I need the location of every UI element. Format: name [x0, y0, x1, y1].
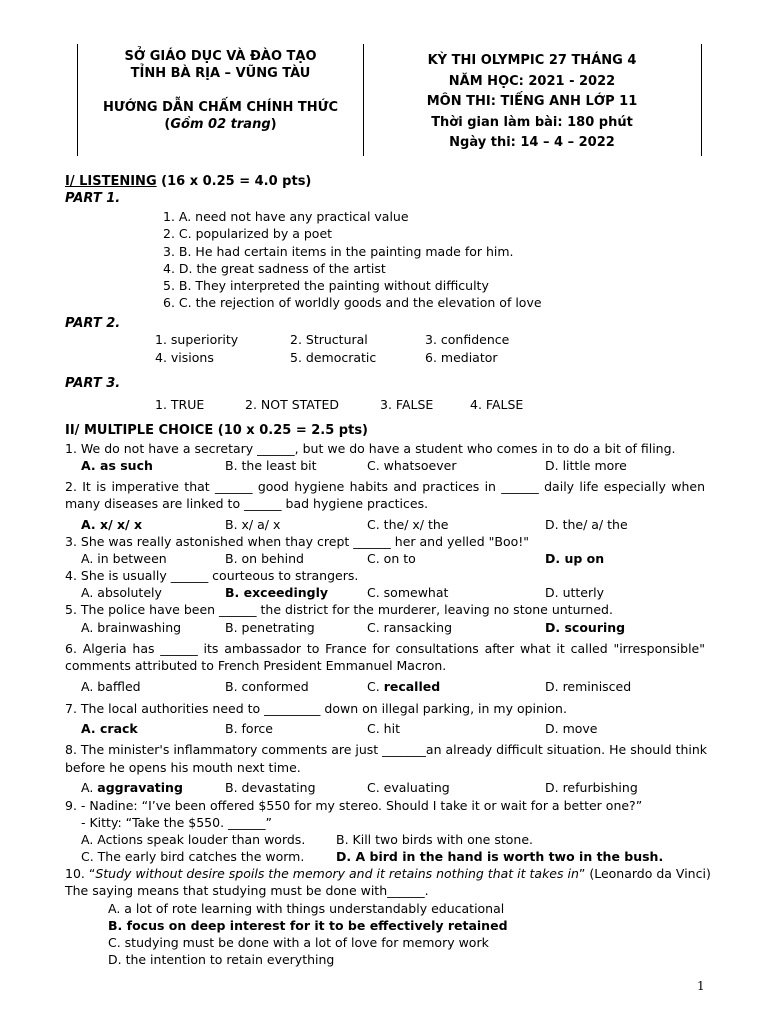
subject: MÔN THI: TIẾNG ANH LỚP 11 — [426, 94, 638, 109]
question-8-line1: 8. The minister's inflammatory comments are just _______an already difficult situation. He should think — [65, 742, 708, 757]
exam-date: Ngày thi: 14 – 4 – 2022 — [449, 135, 615, 150]
q9-option-b: B. Kill two birds with one stone. — [336, 832, 533, 847]
list-item: 2. C. popularized by a poet — [163, 226, 333, 242]
list-item: 3. B. He had certain items in the painting made for him. — [163, 243, 514, 259]
q6-option-a: A. baffled — [81, 679, 141, 694]
q4-option-b: B. exceedingly — [225, 585, 329, 600]
q7-option-a: A. crack — [81, 721, 138, 736]
q6-option-b: B. conformed — [225, 679, 309, 694]
q10-option-b: B. focus on deep interest for it to be effectively retained — [108, 918, 508, 933]
q4-option-a: A. absolutely — [81, 585, 162, 600]
q2-option-d: D. the/ a/ the — [545, 517, 628, 532]
q5-option-b: B. penetrating — [225, 620, 315, 635]
page-number: 1 — [697, 979, 705, 993]
question-8 — [65, 741, 707, 777]
q7-option-d: D. move — [545, 721, 598, 736]
school-year: NĂM HỌC: 2021 - 2022 — [448, 73, 616, 89]
q10-option-d: D. the intention to retain everything — [108, 952, 335, 967]
q9-option-a: A. Actions speak louder than words. — [81, 832, 306, 847]
q2-option-a: A. x/ x/ x — [81, 517, 143, 532]
question-7: 7. The local authorities need to _________ down on illegal parking, in my opinion. — [65, 701, 567, 716]
exam-duration: Thời gian làm bài: 180 phút — [431, 114, 633, 130]
q4-option-d: D. utterly — [545, 585, 604, 600]
exam-name: KỲ THI OLYMPIC 27 THÁNG 4 — [427, 53, 637, 68]
list-item: 4. visions — [155, 350, 214, 365]
list-item: 1. superiority — [155, 332, 239, 347]
q1-option-d: D. little more — [545, 458, 627, 473]
q8-option-d: D. refurbishing — [545, 780, 638, 795]
question-5: 5. The police have been ______ the district for the murderer, leaving no stone unturned. — [65, 602, 613, 617]
list-item: 3. FALSE — [380, 397, 434, 412]
q5-option-a: A. brainwashing — [81, 620, 182, 635]
q2-option-b: B. x/ a/ x — [225, 517, 281, 532]
q1-option-c: C. whatsoever — [367, 458, 457, 473]
guide-pages: (Gồm 02 trang) — [164, 117, 277, 132]
part1-answers — [163, 208, 542, 312]
list-item: 2. NOT STATED — [245, 397, 340, 412]
q8-option-c: C. evaluating — [367, 780, 450, 795]
list-item: 4. D. the great sadness of the artist — [163, 260, 386, 276]
q10-option-a: A. a lot of rote learning with things understandably educational — [108, 901, 505, 916]
list-item: 1. A. need not have any practical value — [163, 209, 409, 224]
q8-option-a: A. aggravating — [81, 780, 183, 795]
q3-option-a: A. in between — [81, 551, 167, 566]
list-item: 5. democratic — [290, 350, 377, 365]
question-9: 9. - Nadine: “I’ve been offered $550 for my stereo. Should I take it or wait for a better one?” — [65, 798, 643, 813]
q4-option-c: C. somewhat — [367, 585, 449, 600]
question-2-line1: 2. It is imperative that ______ good hygiene habits and practices in ______ daily life especially when — [65, 479, 705, 494]
q5-option-c: C. ransacking — [367, 620, 453, 635]
part2-label: PART 2. — [65, 316, 121, 331]
question-6-line2: comments attributed to French President Emmanuel Macron. — [65, 658, 447, 673]
q10-option-c: C. studying must be done with a lot of love for memory work — [108, 935, 489, 950]
q6-option-d: D. reminisced — [545, 679, 632, 694]
list-item: 5. B. They interpreted the painting without difficulty — [163, 278, 489, 294]
list-item: 2. Structural — [290, 332, 368, 347]
list-item: 6. C. the rejection of worldly goods and the elevation of love — [163, 295, 542, 311]
header-left — [78, 48, 363, 82]
question-9-line2: - Kitty: “Take the $550. ______” — [81, 815, 273, 830]
q9-option-c: C. The early bird catches the worm. — [81, 849, 305, 864]
question-6 — [65, 640, 705, 674]
list-item: 1. TRUE — [155, 397, 205, 412]
q7-option-c: C. hit — [367, 721, 400, 736]
q7-option-b: B. force — [225, 721, 273, 736]
q3-option-b: B. on behind — [225, 551, 304, 566]
question-10: 10. “Study without desire spoils the memory and it retains nothing that it takes in” (Leonardo da Vinci) — [65, 866, 711, 881]
question-8-line2: before he opens his mouth next time. — [65, 760, 301, 775]
question-2 — [65, 478, 705, 512]
list-item: 4. FALSE — [470, 397, 524, 412]
q3-option-d: D. up on — [545, 551, 605, 566]
question-4: 4. She is usually ______ courteous to strangers. — [65, 568, 359, 583]
q6-option-c: C. recalled — [367, 679, 441, 694]
question-1: 1. We do not have a secretary ______, but we do have a student who comes in to do a bit of filing. — [65, 441, 676, 456]
part1-label: PART 1. — [65, 191, 121, 206]
list-item: 6. mediator — [425, 350, 498, 365]
q2-option-c: C. the/ x/ the — [367, 517, 449, 532]
department-name: SỞ GIÁO DỤC VÀ ĐÀO TẠO — [124, 49, 317, 64]
guide-title: HƯỚNG DẪN CHẤM CHÍNH THỨC — [102, 100, 339, 115]
part3-label: PART 3. — [65, 376, 121, 391]
q1-option-a: A. as such — [81, 458, 153, 473]
header-left-guide — [78, 99, 363, 133]
q8-option-b: B. devastating — [225, 780, 316, 795]
question-2-line2: many diseases are linked to ______ bad hygiene practices. — [65, 496, 429, 511]
q9-option-d: D. A bird in the hand is worth two in the bush. — [336, 849, 664, 864]
list-item: 3. confidence — [425, 332, 510, 347]
section-mc-heading: II/ MULTIPLE CHOICE (10 x 0.25 = 2.5 pts) — [65, 423, 368, 438]
header-right — [364, 51, 700, 154]
q5-option-d: D. scouring — [545, 620, 626, 635]
province-name: TỈNH BÀ RỊA – VŨNG TÀU — [130, 66, 311, 81]
section-listening-heading: I/ LISTENING (16 x 0.25 = 4.0 pts) — [65, 174, 312, 189]
q1-option-b: B. the least bit — [225, 458, 317, 473]
question-10-line2: The saying means that studying must be done with______. — [65, 883, 429, 898]
question-6-line1: 6. Algeria has ______ its ambassador to France for consultations after what it called "irresponsible" — [65, 641, 705, 656]
q3-option-c: C. on to — [367, 551, 416, 566]
question-3: 3. She was really astonished when thay crept ______ her and yelled "Boo!" — [65, 534, 529, 549]
